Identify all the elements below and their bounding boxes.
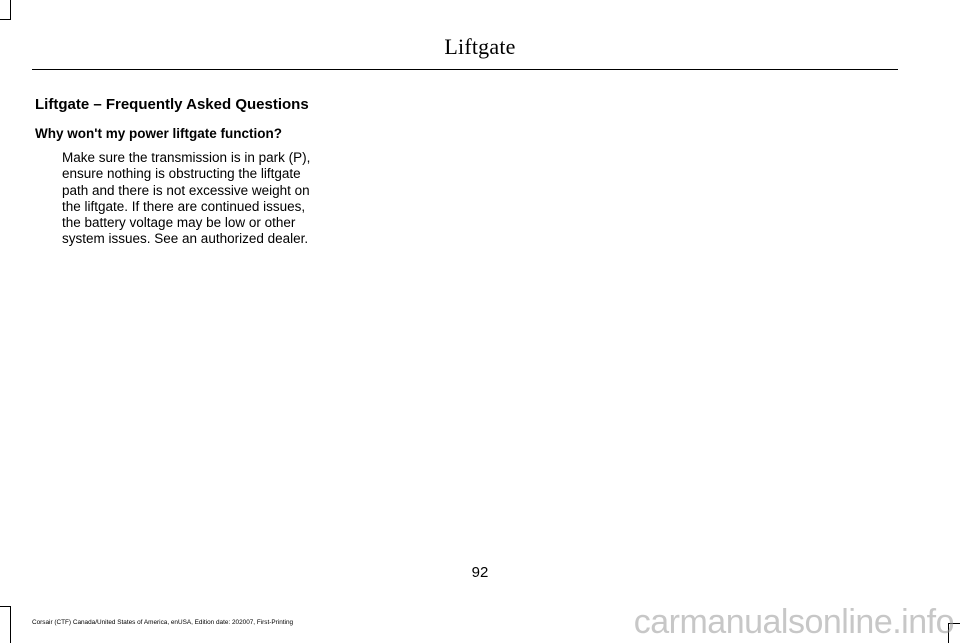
crop-mark-bottom-left-vertical (10, 606, 11, 643)
faq-question: Why won't my power liftgate function? (35, 126, 282, 141)
page-number: 92 (471, 564, 489, 581)
crop-mark-top-left-vertical (10, 0, 11, 20)
crop-mark-bottom-left-horizontal (0, 606, 11, 607)
faq-answer: Make sure the transmission is in park (P), ensure nothing is obstructing the liftgate path and there is not excessive weight on the liftgate. If there are continued issues, the battery voltage may be low or other system issues. See an authorized dealer. (62, 150, 311, 247)
edition-footer: Corsair (CTF) Canada/United States of America, enUSA, Edition date: 202007, First-Printing (32, 619, 294, 626)
watermark-text: carmanualsonline.info (633, 603, 954, 641)
crop-mark-top-left-horizontal (0, 19, 11, 20)
section-title: Liftgate – Frequently Asked Questions (35, 96, 309, 113)
page-header-title: Liftgate (444, 34, 516, 59)
header-divider (32, 69, 898, 70)
